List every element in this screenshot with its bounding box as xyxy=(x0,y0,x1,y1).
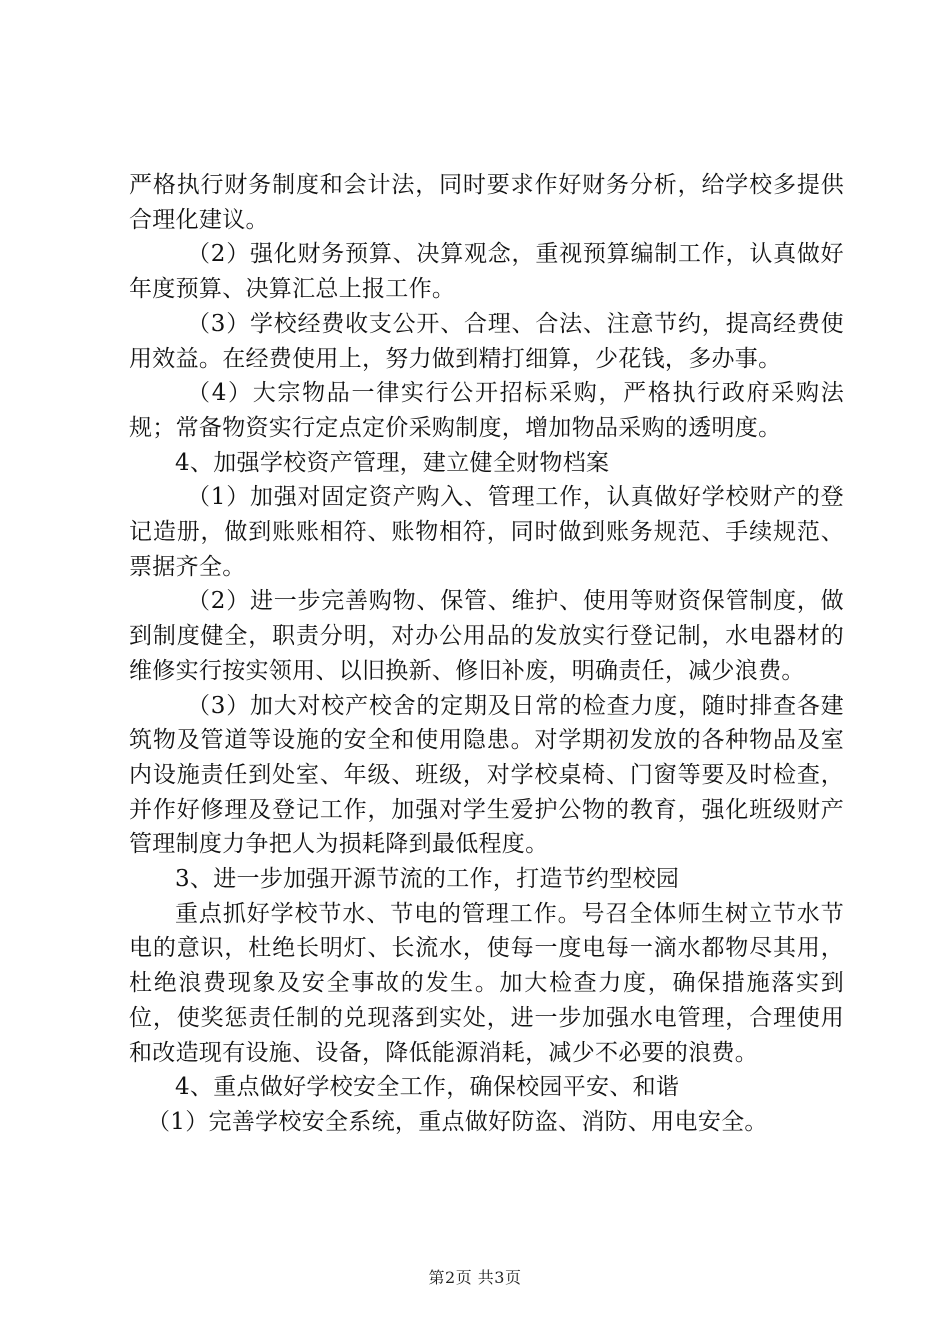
section-heading: 4、加强学校资产管理，建立健全财物档案 xyxy=(175,449,610,476)
document-body xyxy=(129,168,844,1140)
page-footer: 第2页 共3页 xyxy=(428,1268,522,1287)
paragraph: （2）强化财务预算、决算观念，重视预算编制工作，认真做好年度预算、决算汇总上报工作。 xyxy=(129,241,844,303)
section-heading: 3、进一步加强开源节流的工作，打造节约型校园 xyxy=(175,866,680,893)
paragraph: （3）加大对校产校舍的定期及日常的检查力度，随时排查各建筑物及管道等设施的安全和使用隐患。对学期初发放的各种物品及室内设施责任到处室、年级、班级，对学校桌椅、门窗等要及时检查，并作好修理及登记工作，加强对学生爱护公物的教育，强化班级财产管理制度力争把人为损耗降到最低程度。 xyxy=(129,692,844,858)
paragraph: （3）学校经费收支公开、合理、合法、注意节约，提高经费使用效益。在经费使用上，努力做到精打细算，少花钱，多办事。 xyxy=(129,310,844,372)
paragraph: （1）加强对固定资产购入、管理工作，认真做好学校财产的登记造册，做到账账相符、账物相符，同时做到账务规范、手续规范、票据齐全。 xyxy=(129,484,844,580)
paragraph: （4）大宗物品一律实行公开招标采购，严格执行政府采购法规；常备物资实行定点定价采购制度，增加物品采购的透明度。 xyxy=(129,380,844,441)
paragraph: 重点抓好学校节水、节电的管理工作。号召全体师生树立节水节电的意识，杜绝长明灯、长流水，使每一度电每一滴水都物尽其用，杜绝浪费现象及安全事故的发生。加大检查力度，确保措施落实到位，使奖惩责任制的兑现落到实处，进一步加强水电管理，合理使用和改造现有设施、设备，降低能源消耗，减少不必要的浪费。 xyxy=(129,900,844,1066)
paragraph: （2）进一步完善购物、保管、维护、使用等财资保管制度，做到制度健全，职责分明，对办公用品的发放实行登记制，水电器材的维修实行按实领用、以旧换新、修旧补废，明确责任，减少浪费。 xyxy=(129,588,844,684)
paragraph: 严格执行财务制度和会计法，同时要求作好财务分析，给学校多提供合理化建议。 xyxy=(129,172,844,233)
section-heading: 4、重点做好学校安全工作，确保校园平安、和谐 xyxy=(175,1074,680,1101)
paragraph: （1）完善学校安全系统，重点做好防盗、消防、用电安全。 xyxy=(147,1108,768,1135)
